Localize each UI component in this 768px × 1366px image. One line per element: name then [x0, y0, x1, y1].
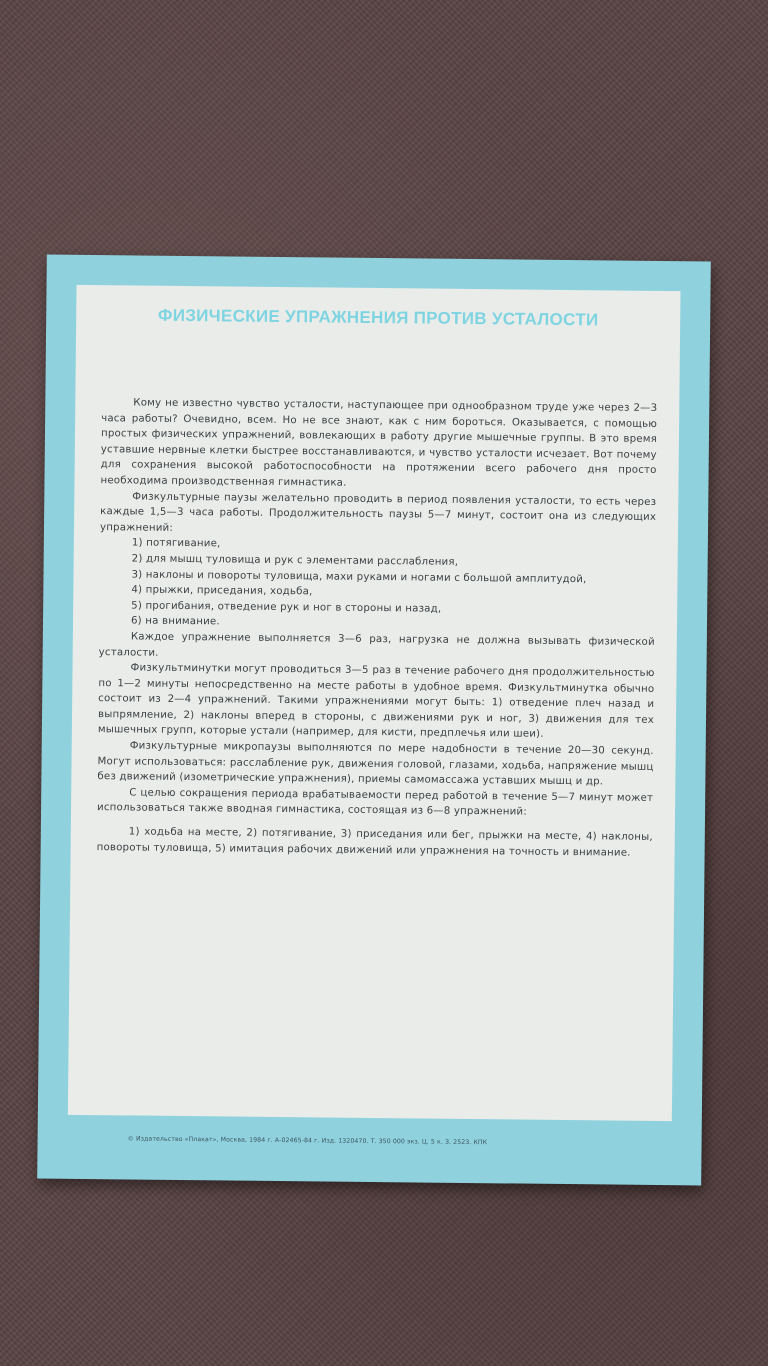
publisher-imprint: © Издательство «Плакат», Москва, 1984 г. А-02465-84 г. Изд. 1320470. Т. 350 000 экз. Ц. 5 к. З. 2523. КПК [127, 1135, 488, 1147]
poster-body-text [97, 395, 658, 861]
list-item: 2) для мышц туловища и рук с элементами расслабления, [131, 553, 459, 568]
list-item: 1) потягивание, [131, 537, 221, 550]
list-item: 6) на внимание. [130, 615, 220, 628]
paragraph-minutes: Физкультминутки могут проводиться 3—5 раз в течение рабочего дня продолжительностью по 1—2 минуты непосредственно на месте работы в удобное время. Физкультминутка обычно состоит из 2—4 упражнений. Такими упражнениями могут быть: 1) отведение плеч назад и выпрямление, 2) наклоны вперед в стороны, с движениями рук и ног, 3) движения для тех мышечных групп, которые устали (например, для кисти, предплечья или шеи). [97, 662, 655, 741]
list-item: 4) прыжки, приседания, ходьба, [131, 584, 313, 598]
list-item: 5) прогибания, отведение рук и ног в стороны и назад, [131, 600, 442, 615]
paragraph-exercise-list: 1) ходьба на месте, 2) потягивание, 3) приседания или бег, прыжки на месте, 4) наклоны, повороты туловища, 5) имитация рабочих движений или упражнения на точность и внимание. [96, 826, 653, 859]
poster-inner-panel [68, 285, 681, 1121]
paragraph-intro: Кому не известно чувство усталости, наступающее при однообразном труде уже через 2—3 часа работы? Очевидно, всем. Но не все знают, как с ним бороться. Оказывается, с помощью простых физических упражнений, вовлекающих в работу другие мышечные группы. В это время уставшие нервные клетки быстрее восстанавливаются, и чувство усталости исчезает. Вот почему для сохранения высокой работоспособности на протяжении всего рабочего дня просто необходима производственная гимнастика. [100, 397, 658, 489]
paragraph-micropauses: Физкультурные микропаузы выполняются по мере надобности в течение 20—30 секунд. Могут использоваться: расслабление рук, движения головой, глазами, ходьба, напряжение мышц без движений (изометрические упражнения), приемы самомассажа уставших мышц и др. [97, 740, 654, 788]
poster-card [37, 255, 711, 1186]
list-item: 3) наклоны и повороты туловища, махи руками и ногами с большой амплитудой, [131, 568, 587, 585]
paragraph-intro-gymnastics: С целью сокращения периода врабатываемости перед работой в течение 5—7 минут может использоваться также вводная гимнастика, состоящая из 6—8 упражнений: [97, 787, 654, 819]
paragraph-pauses: Физкультурные паузы желательно проводить в период появления усталости, то есть через каждые 1,5—3 часа работы. Продолжительность паузы 5—7 минут, состоит она из следующих упражнений: [99, 491, 657, 534]
poster-title: ФИЗИЧЕСКИЕ УПРАЖНЕНИЯ ПРОТИВ УСТАЛОСТИ [157, 305, 599, 330]
paragraph-repetitions: Каждое упражнение выполняется 3—6 раз, нагрузка не должна вызывать физической усталости. [98, 631, 655, 659]
